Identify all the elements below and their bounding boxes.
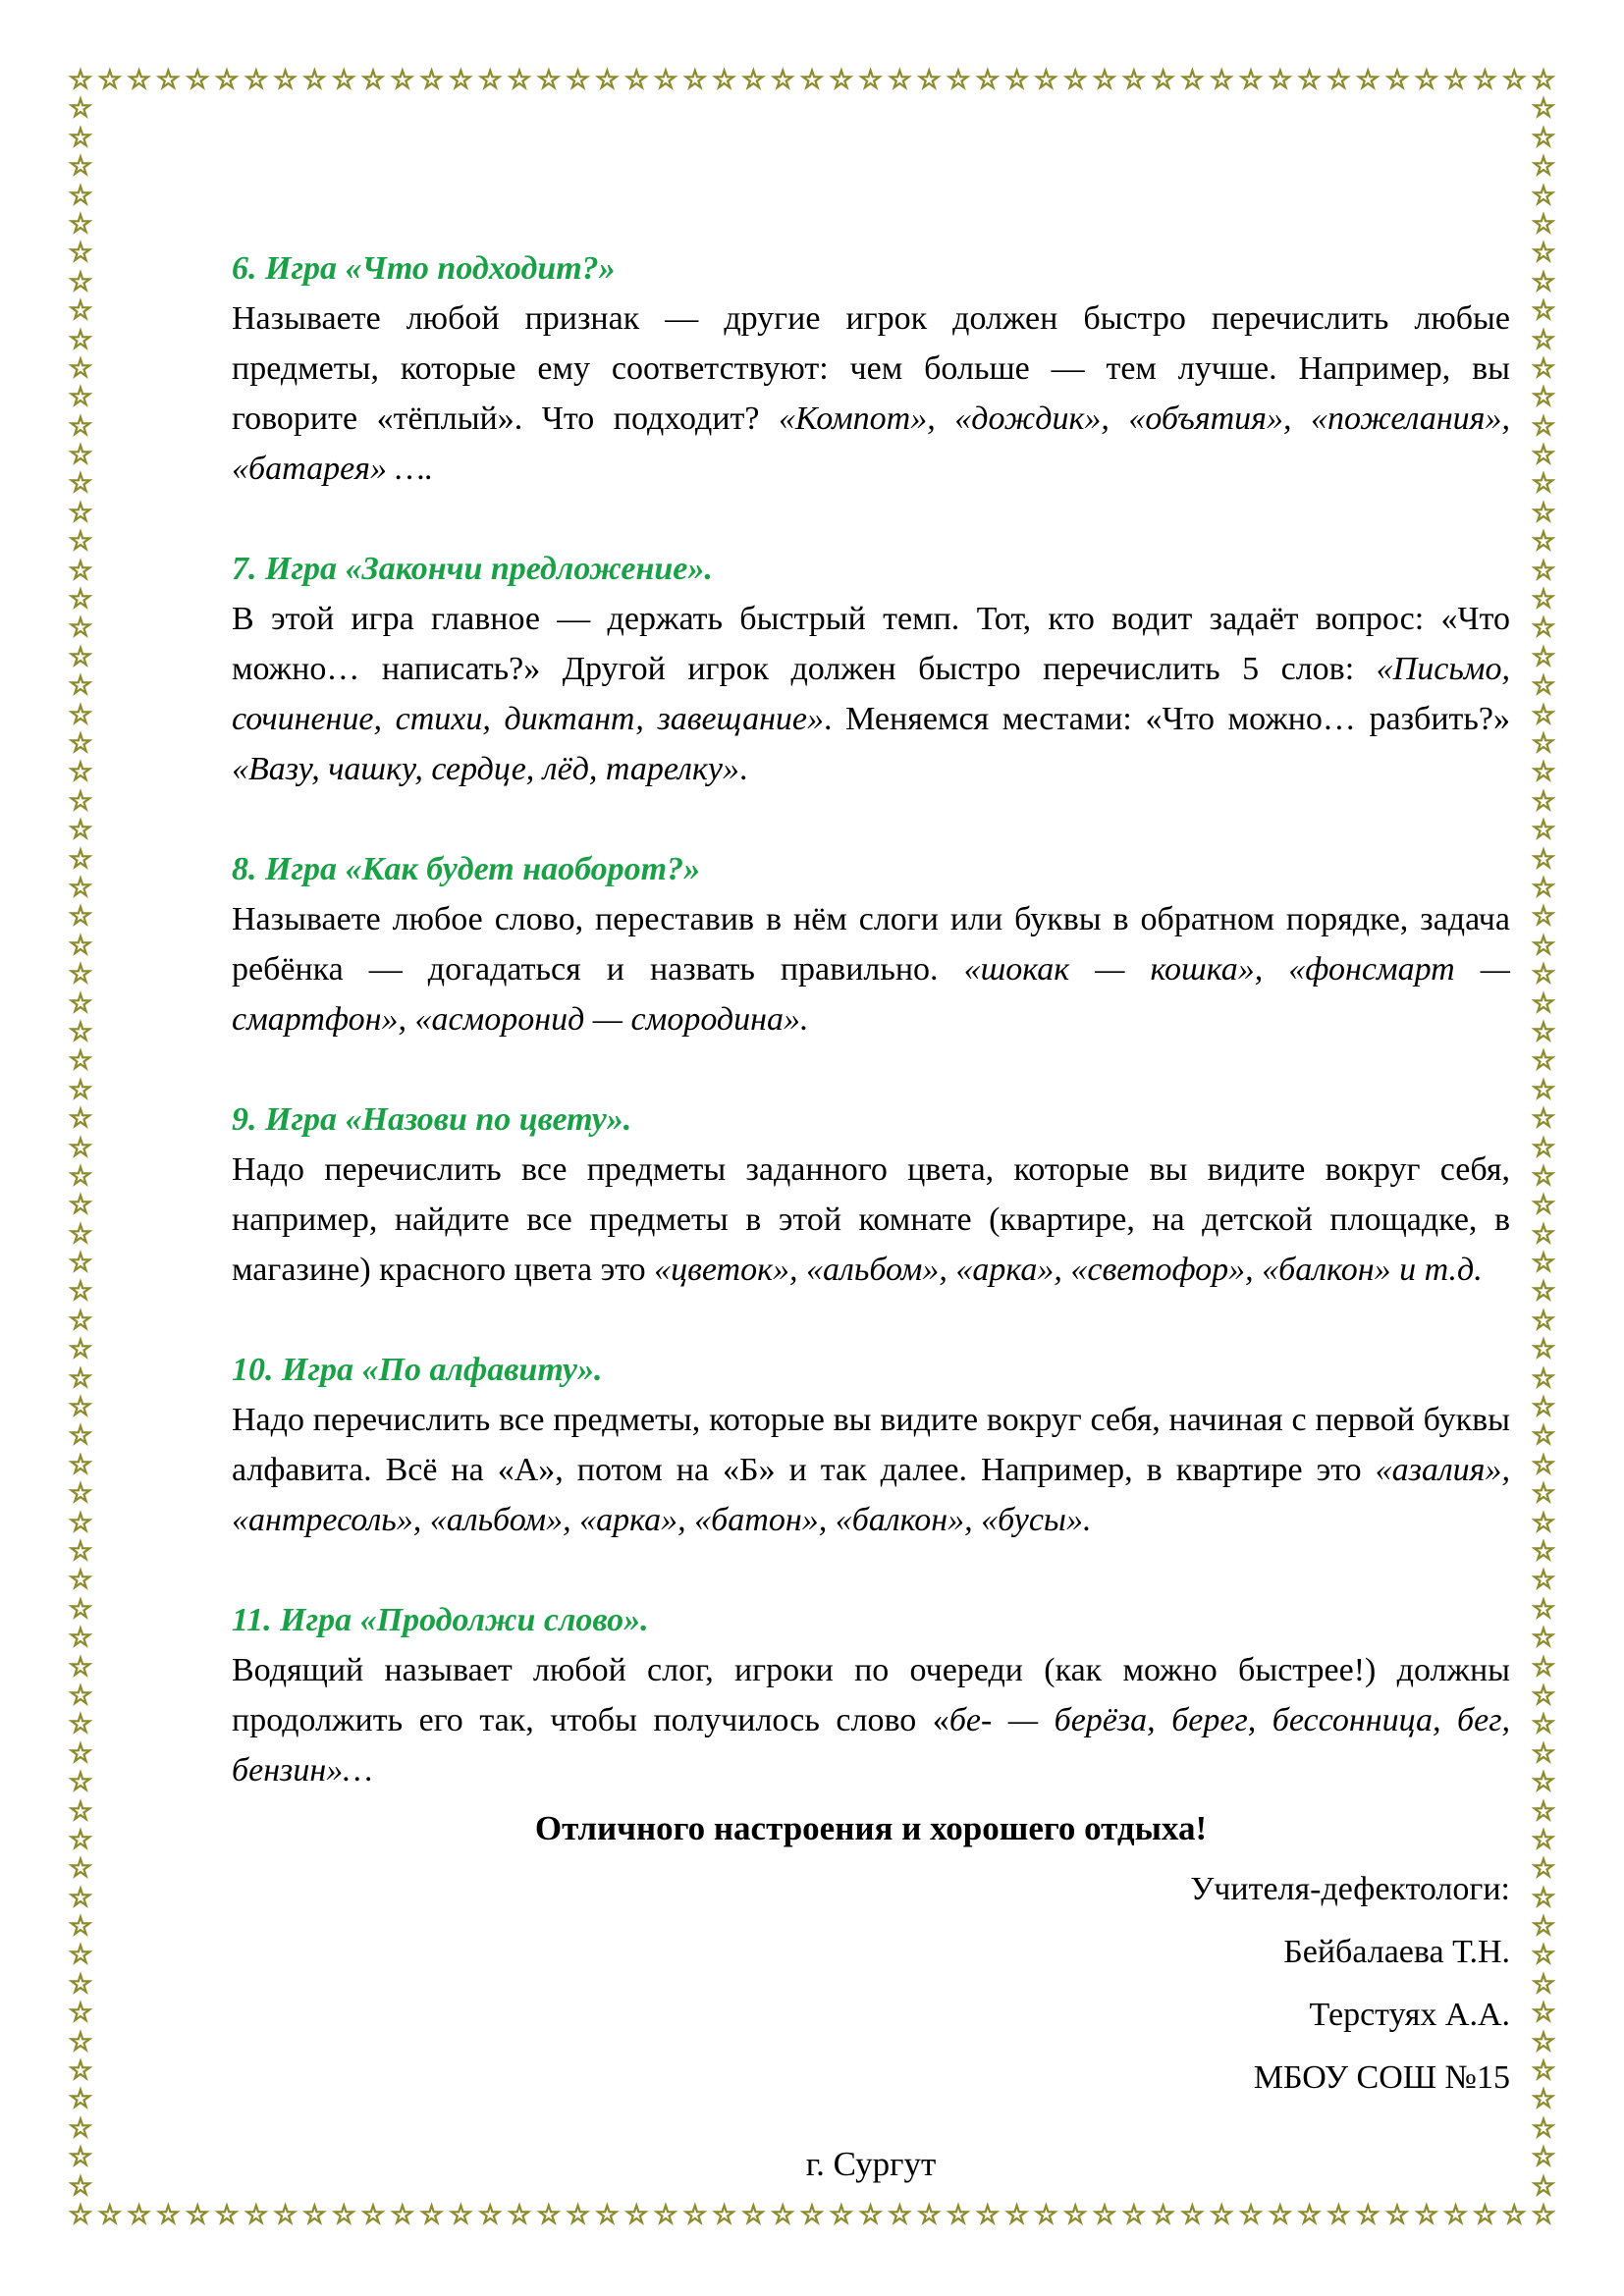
star-icon: ☆ (68, 1795, 93, 1827)
star-icon: ☆ (1531, 208, 1556, 240)
section-title: 10. Игра «По алфавиту». (232, 1352, 603, 1388)
star-icon: ☆ (244, 2200, 268, 2230)
star-icon: ☆ (1531, 1103, 1556, 1135)
star-icon: ☆ (68, 266, 93, 297)
star-icon: ☆ (1531, 699, 1556, 730)
star-icon: ☆ (68, 2084, 93, 2115)
star-icon: ☆ (68, 670, 93, 702)
star-icon: ☆ (68, 1449, 93, 1480)
star-icon: ☆ (1531, 1420, 1556, 1452)
star-icon: ☆ (975, 2200, 1000, 2230)
star-icon: ☆ (1531, 1737, 1556, 1769)
example-text: «шокак — кошка», «фонсмарт — смартфон», «асморонид — смородина». (232, 951, 1510, 1038)
star-icon: ☆ (68, 2170, 93, 2202)
star-icon: ☆ (1121, 2200, 1146, 2230)
star-icon: ☆ (1384, 65, 1410, 95)
star-icon: ☆ (68, 352, 93, 384)
star-icon: ☆ (1531, 1449, 1556, 1480)
star-icon: ☆ (68, 988, 93, 1019)
star-icon: ☆ (302, 65, 327, 95)
star-icon: ☆ (1531, 930, 1556, 961)
star-icon: ☆ (1531, 757, 1556, 788)
star-icon: ☆ (1531, 555, 1556, 586)
star-icon: ☆ (68, 613, 93, 644)
star-icon: ☆ (1443, 2200, 1468, 2230)
star-icon: ☆ (302, 2200, 327, 2230)
star-icon: ☆ (1502, 65, 1527, 95)
star-icon: ☆ (244, 65, 268, 95)
star-icon: ☆ (1531, 959, 1556, 990)
star-icon: ☆ (1531, 1853, 1556, 1885)
star-icon: ☆ (1531, 410, 1556, 442)
star-icon: ☆ (1531, 872, 1556, 903)
star-icon: ☆ (507, 65, 532, 95)
description-text: Называете любое слово, переставив в нём слоги или буквы в обратном порядке, задача ребёнка — догадаться и назвать правильно. (232, 901, 1510, 988)
star-icon: ☆ (186, 65, 210, 95)
star-icon: ☆ (68, 1680, 93, 1711)
star-icon: ☆ (595, 2200, 620, 2230)
star-icon: ☆ (68, 555, 93, 586)
star-icon: ☆ (68, 497, 93, 528)
star-icon: ☆ (917, 2200, 942, 2230)
star-icon: ☆ (478, 65, 503, 95)
star-icon: ☆ (1531, 1392, 1556, 1423)
section-text (232, 894, 1510, 1044)
star-icon: ☆ (1531, 266, 1556, 297)
star-icon: ☆ (68, 1160, 93, 1192)
star-icon: ☆ (1531, 1882, 1556, 1913)
star-icon: ☆ (1531, 2056, 1556, 2087)
star-icon: ☆ (1384, 2200, 1410, 2230)
star-icon: ☆ (1531, 1276, 1556, 1308)
star-icon: ☆ (68, 526, 93, 558)
star-icon: ☆ (360, 65, 386, 95)
star-icon: ☆ (68, 641, 93, 672)
signature-author: Терстуях А.А. (1309, 1997, 1510, 2033)
star-icon: ☆ (68, 1276, 93, 1308)
star-icon: ☆ (1151, 2200, 1175, 2230)
star-icon: ☆ (1180, 2200, 1205, 2230)
section-title: 8. Игра «Как будет наоборот?» (232, 851, 701, 887)
star-icon: ☆ (946, 65, 971, 95)
star-icon: ☆ (1531, 1535, 1556, 1567)
star-icon: ☆ (332, 2200, 356, 2230)
star-icon: ☆ (712, 65, 736, 95)
star-icon: ☆ (888, 65, 912, 95)
star-icon: ☆ (68, 1911, 93, 1943)
star-icon: ☆ (1531, 2112, 1556, 2144)
star-icon: ☆ (1531, 2170, 1556, 2202)
star-icon: ☆ (156, 2200, 181, 2230)
star-icon: ☆ (97, 65, 122, 95)
star-icon: ☆ (68, 1074, 93, 1105)
star-icon: ☆ (624, 2200, 649, 2230)
star-icon: ☆ (1531, 1160, 1556, 1192)
star-icon: ☆ (68, 1535, 93, 1567)
star-icon: ☆ (1356, 65, 1380, 95)
star-icon: ☆ (771, 2200, 795, 2230)
star-icon: ☆ (1531, 1507, 1556, 1538)
star-icon: ☆ (1531, 1709, 1556, 1740)
star-icon: ☆ (1238, 2200, 1264, 2230)
star-icon: ☆ (68, 1016, 93, 1047)
star-icon: ☆ (419, 2200, 444, 2230)
game-section-10 (232, 1345, 1510, 1545)
star-icon: ☆ (68, 1190, 93, 1221)
star-icon: ☆ (799, 65, 825, 95)
star-icon: ☆ (1531, 815, 1556, 846)
star-icon: ☆ (273, 65, 298, 95)
star-icon: ☆ (1531, 1651, 1556, 1682)
star-icon: ☆ (68, 728, 93, 759)
star-icon: ☆ (1180, 65, 1205, 95)
star-icon: ☆ (68, 1334, 93, 1365)
star-icon: ☆ (1531, 122, 1556, 153)
star-icon: ☆ (1531, 1218, 1556, 1250)
star-icon: ☆ (332, 65, 356, 95)
star-icon: ☆ (1034, 2200, 1058, 2230)
star-icon: ☆ (1531, 295, 1556, 327)
star-icon: ☆ (1531, 728, 1556, 759)
star-icon: ☆ (68, 65, 93, 95)
star-icon: ☆ (1531, 2026, 1556, 2057)
star-icon: ☆ (68, 1824, 93, 1855)
star-icon: ☆ (1531, 2084, 1556, 2115)
star-icon: ☆ (68, 1362, 93, 1394)
star-icon: ☆ (829, 65, 853, 95)
star-icon: ☆ (68, 295, 93, 327)
star-icon: ☆ (68, 1392, 93, 1423)
star-icon: ☆ (1531, 1334, 1556, 1365)
star-icon: ☆ (1502, 2200, 1527, 2230)
star-icon: ☆ (1531, 641, 1556, 672)
star-icon: ☆ (653, 65, 678, 95)
star-icon: ☆ (1531, 526, 1556, 558)
star-icon: ☆ (1531, 584, 1556, 615)
star-icon: ☆ (1004, 65, 1029, 95)
star-icon: ☆ (1414, 65, 1438, 95)
star-icon: ☆ (1531, 1045, 1556, 1077)
star-icon: ☆ (68, 1103, 93, 1135)
description-text: Надо перечислить все предметы заданного цвета, которые вы видите вокруг себя, например, найдите все предметы в этой комнате (квартире, на детской площадке, в магазине) красного цвета это (232, 1151, 1510, 1288)
example-text: «Компот», «дождик», «объятия», «пожелания», «батарея» …. (232, 400, 1510, 487)
star-icon: ☆ (1531, 1940, 1556, 1971)
star-icon: ☆ (478, 2200, 503, 2230)
star-icon: ☆ (1531, 1132, 1556, 1163)
document-body (232, 243, 1510, 2189)
star-icon: ☆ (68, 1507, 93, 1538)
section-text (232, 1395, 1510, 1545)
star-icon: ☆ (946, 2200, 971, 2230)
star-icon: ☆ (68, 2200, 93, 2230)
closing-wish: Отличного настроения и хорошего отдыха! (534, 1809, 1208, 1847)
star-icon: ☆ (917, 65, 942, 95)
star-icon: ☆ (68, 2142, 93, 2173)
star-icon: ☆ (1531, 324, 1556, 355)
star-icon: ☆ (1531, 1968, 1556, 2000)
star-icon: ☆ (741, 2200, 766, 2230)
city: г. Сургут (805, 2145, 937, 2183)
game-section-6 (232, 243, 1510, 494)
star-icon: ☆ (68, 1478, 93, 1510)
star-icon: ☆ (68, 2026, 93, 2057)
star-icon: ☆ (156, 65, 181, 95)
game-section-7 (232, 544, 1510, 794)
star-icon: ☆ (975, 65, 1000, 95)
star-icon: ☆ (536, 65, 561, 95)
star-icon: ☆ (68, 324, 93, 355)
star-icon: ☆ (1531, 180, 1556, 211)
star-icon: ☆ (829, 2200, 853, 2230)
star-icon: ☆ (1531, 785, 1556, 817)
star-icon: ☆ (68, 440, 93, 471)
star-icon: ☆ (1238, 65, 1264, 95)
star-icon: ☆ (68, 382, 93, 413)
star-icon: ☆ (68, 151, 93, 183)
star-icon: ☆ (536, 2200, 561, 2230)
star-icon: ☆ (68, 1709, 93, 1740)
star-icon: ☆ (1297, 65, 1322, 95)
star-icon: ☆ (68, 208, 93, 240)
section-title: 11. Игра «Продолжи слово». (232, 1602, 649, 1638)
star-icon: ☆ (68, 1623, 93, 1654)
star-icon: ☆ (1473, 65, 1497, 95)
star-icon: ☆ (68, 1882, 93, 1913)
star-icon: ☆ (68, 1248, 93, 1279)
star-icon: ☆ (68, 1940, 93, 1971)
star-icon: ☆ (68, 2112, 93, 2144)
star-icon: ☆ (360, 2200, 386, 2230)
star-icon: ☆ (1531, 1680, 1556, 1711)
section-title: 7. Игра «Закончи предложение». (232, 551, 713, 587)
star-icon: ☆ (68, 1853, 93, 1885)
section-title: 9. Игра «Назови по цвету». (232, 1101, 632, 1138)
star-icon: ☆ (68, 1045, 93, 1077)
star-icon: ☆ (68, 843, 93, 875)
star-icon: ☆ (1531, 93, 1556, 125)
description-text: . (738, 751, 748, 787)
star-icon: ☆ (1326, 65, 1351, 95)
star-icon: ☆ (68, 1998, 93, 2029)
star-icon: ☆ (214, 2200, 240, 2230)
star-icon: ☆ (858, 65, 883, 95)
star-icon: ☆ (1063, 2200, 1088, 2230)
star-icon: ☆ (390, 65, 414, 95)
star-icon: ☆ (68, 1968, 93, 2000)
star-icon: ☆ (68, 1767, 93, 1798)
star-icon: ☆ (1268, 2200, 1292, 2230)
star-icon: ☆ (1531, 382, 1556, 413)
star-icon: ☆ (1356, 2200, 1380, 2230)
star-icon: ☆ (712, 2200, 736, 2230)
star-icon: ☆ (1531, 988, 1556, 1019)
section-text (232, 1645, 1510, 1795)
star-icon: ☆ (1034, 65, 1058, 95)
star-icon: ☆ (858, 2200, 883, 2230)
star-icon: ☆ (1531, 352, 1556, 384)
star-icon: ☆ (127, 2200, 151, 2230)
star-icon: ☆ (68, 1420, 93, 1452)
star-icon: ☆ (1531, 1824, 1556, 1855)
star-icon: ☆ (1473, 2200, 1497, 2230)
star-icon: ☆ (68, 238, 93, 269)
star-icon: ☆ (68, 1218, 93, 1250)
star-icon: ☆ (1531, 1190, 1556, 1221)
star-icon: ☆ (68, 757, 93, 788)
star-icon: ☆ (1531, 1767, 1556, 1798)
star-icon: ☆ (68, 1651, 93, 1682)
star-icon: ☆ (1531, 1016, 1556, 1047)
section-text (232, 1145, 1510, 1295)
star-icon: ☆ (68, 410, 93, 442)
star-icon: ☆ (1121, 65, 1146, 95)
star-icon: ☆ (1531, 1362, 1556, 1394)
star-icon: ☆ (1210, 65, 1234, 95)
star-icon: ☆ (653, 2200, 678, 2230)
star-icon: ☆ (682, 65, 707, 95)
example-text: «цветок», «альбом», «арка», «светофор», «балкон» и т.д. (654, 1252, 1483, 1288)
star-icon: ☆ (449, 65, 473, 95)
star-icon: ☆ (1531, 1911, 1556, 1943)
star-icon: ☆ (1414, 2200, 1438, 2230)
star-icon: ☆ (1531, 1623, 1556, 1654)
section-text (232, 594, 1510, 794)
star-icon: ☆ (1531, 1565, 1556, 1596)
star-icon: ☆ (449, 2200, 473, 2230)
star-icon: ☆ (1531, 613, 1556, 644)
game-section-11 (232, 1595, 1510, 1795)
example-text: бе- — берёза, берег, бессонница, бег, бензин»… (232, 1702, 1510, 1789)
star-icon: ☆ (1531, 901, 1556, 933)
description-text: Называете любой признак — другие игрок должен быстро перечислить любые предметы, которые ему соответствуют: чем больше — тем лучше. Например, вы говорите «тёплый». Что подходит? (232, 300, 1510, 437)
star-icon: ☆ (1531, 1795, 1556, 1827)
section-title: 6. Игра «Что подходит?» (232, 250, 616, 287)
example-text: «Письмо, сочинение, стихи, диктант, завещание» (232, 651, 1510, 737)
star-icon: ☆ (888, 2200, 912, 2230)
signature-author: Бейбалаева Т.Н. (1283, 1934, 1510, 1970)
example-text: «азалия», «антресоль», «альбом», «арка», «батон», «балкон», «бусы». (232, 1452, 1510, 1538)
star-icon: ☆ (68, 1593, 93, 1625)
signature-school: МБОУ СОШ №15 (1253, 2059, 1510, 2096)
star-icon: ☆ (127, 65, 151, 95)
star-icon: ☆ (68, 1305, 93, 1336)
star-icon: ☆ (566, 65, 590, 95)
star-icon: ☆ (68, 1132, 93, 1163)
example-text: «Вазу, чашку, сердце, лёд, тарелку» (232, 751, 739, 787)
star-icon: ☆ (1531, 2200, 1556, 2230)
star-icon: ☆ (1531, 468, 1556, 500)
star-icon: ☆ (68, 93, 93, 125)
star-icon: ☆ (1004, 2200, 1029, 2230)
star-icon: ☆ (566, 2200, 590, 2230)
star-icon: ☆ (1443, 65, 1468, 95)
star-icon: ☆ (1531, 1593, 1556, 1625)
star-icon: ☆ (1531, 2142, 1556, 2173)
star-icon: ☆ (68, 901, 93, 933)
star-icon: ☆ (624, 65, 649, 95)
star-icon: ☆ (507, 2200, 532, 2230)
star-icon: ☆ (1531, 1074, 1556, 1105)
star-icon: ☆ (1092, 65, 1117, 95)
star-icon: ☆ (799, 2200, 825, 2230)
star-icon: ☆ (1531, 440, 1556, 471)
star-icon: ☆ (1092, 2200, 1117, 2230)
star-icon: ☆ (68, 785, 93, 817)
star-icon: ☆ (68, 959, 93, 990)
star-icon: ☆ (68, 2056, 93, 2087)
star-icon: ☆ (1531, 1998, 1556, 2029)
star-icon: ☆ (1531, 65, 1556, 95)
game-section-8 (232, 844, 1510, 1044)
star-icon: ☆ (1063, 65, 1088, 95)
star-icon: ☆ (1326, 2200, 1351, 2230)
star-icon: ☆ (1531, 1478, 1556, 1510)
star-icon: ☆ (68, 122, 93, 153)
star-icon: ☆ (595, 65, 620, 95)
description-text: В этой игра главное — держать быстрый темп. Тот, кто водит задаёт вопрос: «Что можно… написать?» Другой игрок должен быстро перечислить 5 слов: (232, 601, 1510, 687)
star-icon: ☆ (1151, 65, 1175, 95)
signature-role: Учителя-дефектологи: (1190, 1871, 1510, 1907)
star-icon: ☆ (68, 930, 93, 961)
star-icon: ☆ (68, 1565, 93, 1596)
star-icon: ☆ (68, 1737, 93, 1769)
star-icon: ☆ (186, 2200, 210, 2230)
game-section-9 (232, 1095, 1510, 1295)
star-icon: ☆ (68, 584, 93, 615)
star-icon: ☆ (741, 65, 766, 95)
description-text: Надо перечислить все предметы, которые вы видите вокруг себя, начиная с первой буквы алфавита. Всё на «А», потом на «Б» и так далее. Например, в квартире это (232, 1402, 1510, 1488)
star-icon: ☆ (97, 2200, 122, 2230)
star-icon: ☆ (1531, 497, 1556, 528)
star-icon: ☆ (1531, 843, 1556, 875)
star-icon: ☆ (68, 699, 93, 730)
description-text: Водящий называет любой слог, игроки по очереди (как можно быстрее!) должны продолжить его так, чтобы получилось слово « (232, 1652, 1510, 1738)
description-text: . Меняемся местами: «Что можно… разбить?» (824, 701, 1510, 737)
star-icon: ☆ (682, 2200, 707, 2230)
section-text (232, 294, 1510, 494)
star-icon: ☆ (771, 65, 795, 95)
star-icon: ☆ (390, 2200, 414, 2230)
star-icon: ☆ (1268, 65, 1292, 95)
star-icon: ☆ (273, 2200, 298, 2230)
star-icon: ☆ (68, 180, 93, 211)
star-icon: ☆ (1531, 238, 1556, 269)
star-icon: ☆ (1531, 1305, 1556, 1336)
star-icon: ☆ (1531, 670, 1556, 702)
star-icon: ☆ (1531, 151, 1556, 183)
star-icon: ☆ (214, 65, 240, 95)
star-icon: ☆ (68, 468, 93, 500)
star-icon: ☆ (419, 65, 444, 95)
star-icon: ☆ (1297, 2200, 1322, 2230)
star-icon: ☆ (1531, 1248, 1556, 1279)
star-icon: ☆ (1210, 2200, 1234, 2230)
star-icon: ☆ (68, 872, 93, 903)
star-icon: ☆ (68, 815, 93, 846)
